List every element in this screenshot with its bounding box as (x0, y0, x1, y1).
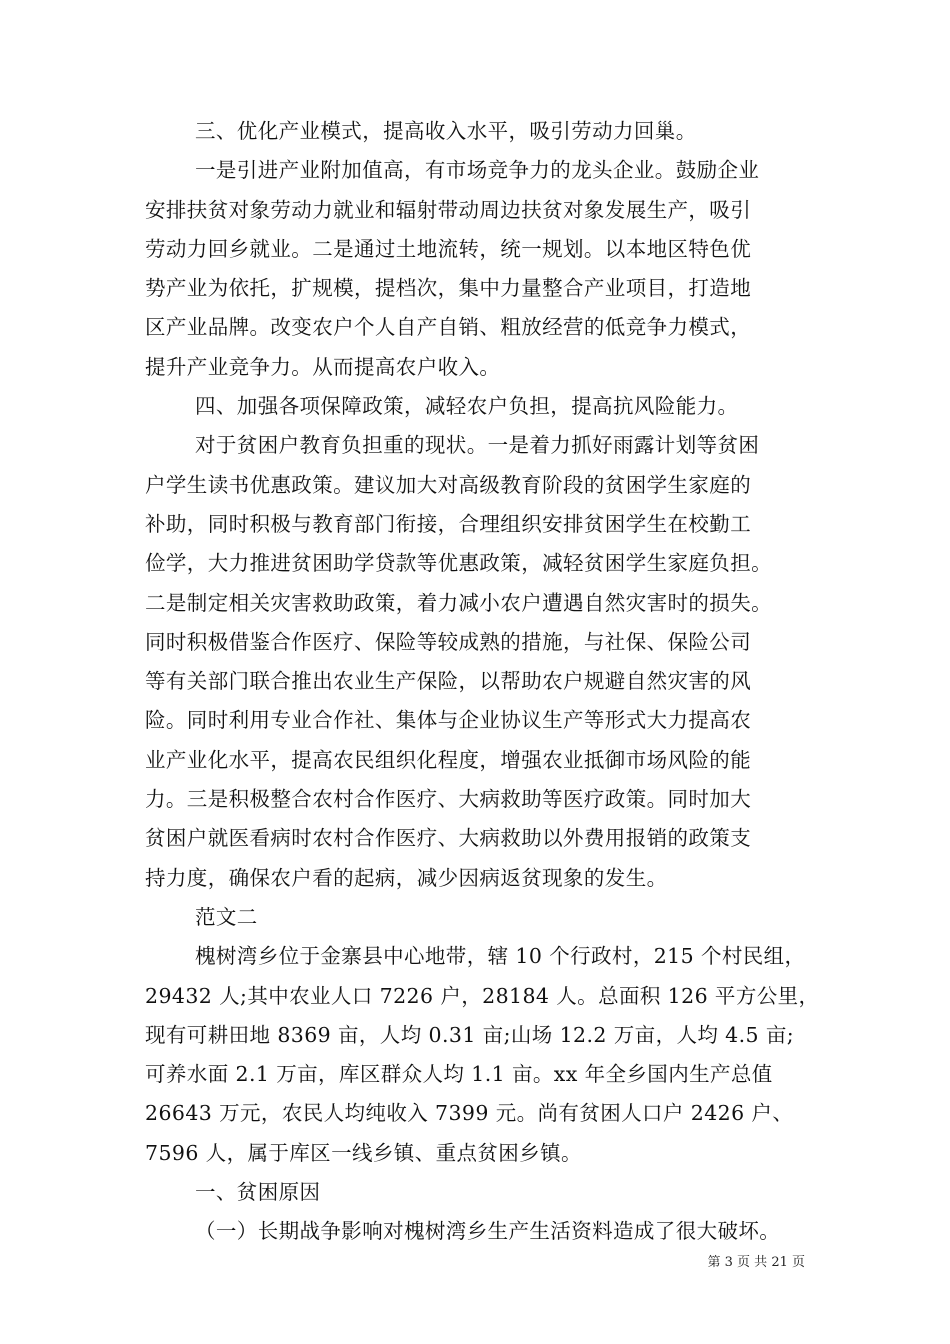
paragraph-line: 俭学，大力推进贫困助学贷款等优惠政策，减轻贫困学生家庭负担。 (145, 551, 772, 576)
paragraph-line: 对于贫困户教育负担重的现状。一是着力抓好雨露计划等贫困 (195, 433, 760, 458)
sample-essay-two-heading: 范文二 (195, 904, 258, 929)
paragraph-line: 二是制定相关灾害救助政策，着力减小农户遭遇自然灾害时的损失。 (145, 590, 772, 615)
paragraph-line: 同时积极借鉴合作医疗、保险等较成熟的措施，与社保、保险公司 (145, 629, 752, 654)
paragraph-line: 槐树湾乡位于金寨县中心地带，辖 10 个行政村，215 个村民组， (195, 944, 806, 969)
poverty-causes-heading: 一、贫困原因 (195, 1180, 321, 1205)
document-body (145, 112, 820, 1252)
paragraph-line: 等有关部门联合推出农业生产保险，以帮助农户规避自然灾害的风 (145, 669, 752, 694)
paragraph-line: 力。三是积极整合农村合作医疗、大病救助等医疗政策。同时加大 (145, 787, 752, 812)
subsection-heading-one: （一）长期战争影响对槐树湾乡生产生活资料造成了很大破坏。 (195, 1219, 781, 1244)
page-number: 第 3 页 共 21 页 (707, 1255, 805, 1270)
section-heading-three: 三、优化产业模式，提高收入水平，吸引劳动力回巢。 (195, 119, 697, 143)
paragraph-line: 险。同时利用专业合作社、集体与企业协议生产等形式大力提高农 (145, 708, 752, 733)
paragraph-line: 26643 万元，农民人均纯收入 7399 元。尚有贫困人口户 2426 户、 (145, 1101, 794, 1126)
paragraph-line: 户学生读书优惠政策。建议加大对高级教育阶段的贫困学生家庭的 (145, 472, 752, 497)
paragraph-line: 补助，同时积极与教育部门衔接，合理组织安排贫困学生在校勤工 (145, 511, 752, 536)
paragraph-line: 提升产业竞争力。从而提高农户收入。 (145, 354, 501, 379)
paragraph-line: 一是引进产业附加值高，有市场竞争力的龙头企业。鼓励企业 (195, 158, 760, 183)
paragraph-line: 劳动力回乡就业。二是通过土地流转，统一规划。以本地区特色优 (145, 236, 752, 261)
paragraph-line: 区产业品牌。改变农户个人自产自销、粗放经营的低竞争力模式， (145, 315, 752, 340)
paragraph-line: 现有可耕田地 8369 亩，人均 0.31 亩;山场 12.2 万亩，人均 4.5 亩; (145, 1022, 795, 1047)
paragraph-line: 贫困户就医看病时农村合作医疗、大病救助以外费用报销的政策支 (145, 826, 752, 851)
paragraph-line: 势产业为依托，扩规模，提档次，集中力量整合产业项目，打造地 (145, 276, 752, 301)
paragraph-line: 29432 人;其中农业人口 7226 户，28184 人。总面积 126 平方公里， (145, 983, 820, 1008)
paragraph-line: 可养水面 2.1 万亩，库区群众人均 1.1 亩。xx 年全乡国内生产总值 (145, 1062, 773, 1087)
paragraph-line: 业产业化水平，提高农民组织化程度，增强农业抵御市场风险的能 (145, 747, 752, 772)
section-heading-four: 四、加强各项保障政策，减轻农户负担，提高抗风险能力。 (195, 394, 739, 419)
paragraph-line: 安排扶贫对象劳动力就业和辐射带动周边扶贫对象发展生产，吸引 (145, 197, 752, 222)
paragraph-line: 7596 人，属于库区一线乡镇、重点贫困乡镇。 (145, 1140, 582, 1165)
paragraph-line: 持力度，确保农户看的起病，减少因病返贫现象的发生。 (145, 865, 668, 890)
